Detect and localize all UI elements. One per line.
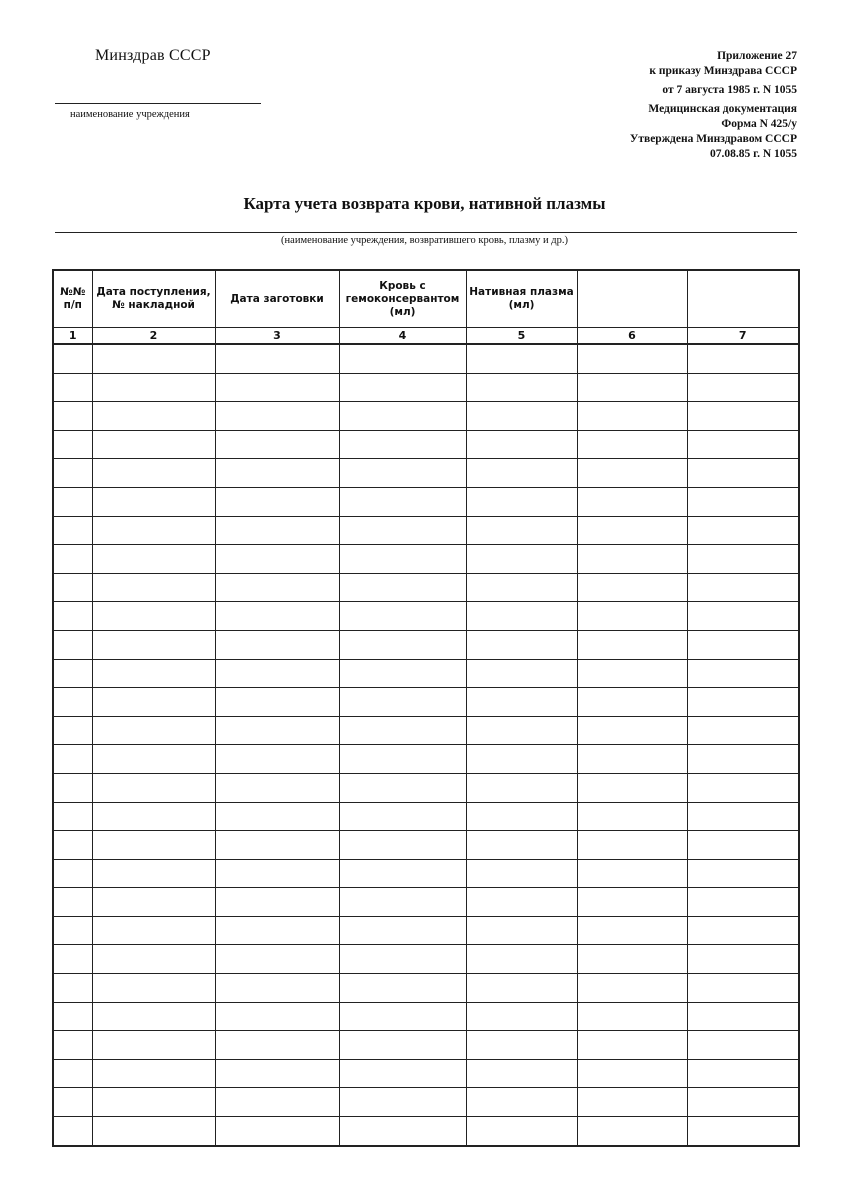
table-cell: [687, 1088, 799, 1117]
table-cell: [577, 602, 687, 631]
table-cell: [53, 1031, 92, 1060]
table-cell: [92, 1088, 215, 1117]
table-cell: [466, 1031, 577, 1060]
table-cell: [215, 945, 339, 974]
table-cell: [687, 974, 799, 1003]
column-header: Дата заготовки: [215, 270, 339, 328]
table-row: [53, 373, 799, 402]
table-cell: [577, 573, 687, 602]
table-cell: [466, 1117, 577, 1146]
table-row: [53, 688, 799, 717]
table-cell: [339, 344, 466, 373]
table-cell: [577, 516, 687, 545]
column-header: Дата поступления, № накладной: [92, 270, 215, 328]
table-cell: [466, 630, 577, 659]
table-row: [53, 659, 799, 688]
column-number: 1: [53, 328, 92, 345]
table-cell: [687, 430, 799, 459]
table-cell: [53, 1059, 92, 1088]
table-cell: [577, 916, 687, 945]
table-cell: [53, 659, 92, 688]
table-cell: [92, 516, 215, 545]
table-cell: [577, 1088, 687, 1117]
table-cell: [466, 1059, 577, 1088]
column-number: 4: [339, 328, 466, 345]
column-header: [577, 270, 687, 328]
table-cell: [215, 430, 339, 459]
table-cell: [215, 859, 339, 888]
table-cell: [53, 831, 92, 860]
table-cell: [687, 373, 799, 402]
column-number-row: [53, 328, 799, 345]
table-row: [53, 916, 799, 945]
table-row: [53, 430, 799, 459]
table-cell: [577, 545, 687, 574]
table-cell: [687, 573, 799, 602]
table-cell: [215, 402, 339, 431]
appendix-line: к приказу Минздрава СССР: [649, 65, 797, 77]
table-cell: [339, 516, 466, 545]
returning-institution-line: [55, 232, 797, 233]
table-cell: [215, 344, 339, 373]
table-cell: [53, 602, 92, 631]
table-cell: [687, 1002, 799, 1031]
table-cell: [687, 888, 799, 917]
appendix-block: [630, 49, 797, 162]
table-cell: [577, 1002, 687, 1031]
table-row: [53, 1059, 799, 1088]
table-cell: [466, 487, 577, 516]
table-cell: [53, 888, 92, 917]
table-cell: [339, 888, 466, 917]
table-cell: [92, 831, 215, 860]
table-cell: [215, 573, 339, 602]
doc-line: Утверждена Минздравом СССР: [629, 133, 797, 145]
table-cell: [466, 573, 577, 602]
table-cell: [466, 602, 577, 631]
table-cell: [466, 802, 577, 831]
table-cell: [466, 831, 577, 860]
table-row: [53, 831, 799, 860]
table-cell: [339, 487, 466, 516]
table-cell: [215, 630, 339, 659]
table-cell: [215, 659, 339, 688]
table-cell: [339, 945, 466, 974]
table-cell: [466, 402, 577, 431]
table-row: [53, 545, 799, 574]
table-cell: [215, 802, 339, 831]
table-cell: [53, 402, 92, 431]
table-cell: [577, 802, 687, 831]
table-row: [53, 487, 799, 516]
table-cell: [339, 831, 466, 860]
table-cell: [92, 630, 215, 659]
table-cell: [92, 659, 215, 688]
table-cell: [466, 916, 577, 945]
table-cell: [577, 945, 687, 974]
table-cell: [577, 831, 687, 860]
table-cell: [53, 1002, 92, 1031]
table-cell: [577, 1031, 687, 1060]
doc-line: Медицинская документация: [648, 103, 797, 115]
table-cell: [466, 716, 577, 745]
table-cell: [92, 1117, 215, 1146]
table-cell: [339, 916, 466, 945]
table-cell: [215, 1117, 339, 1146]
table-cell: [687, 487, 799, 516]
table-cell: [92, 945, 215, 974]
table-cell: [687, 1117, 799, 1146]
table-cell: [687, 630, 799, 659]
table-cell: [577, 716, 687, 745]
table-cell: [92, 916, 215, 945]
table-row: [53, 1088, 799, 1117]
ministry-name: Минздрав СССР: [95, 47, 211, 64]
table-cell: [687, 545, 799, 574]
table-row: [53, 1117, 799, 1146]
table-row: [53, 888, 799, 917]
table-cell: [215, 1059, 339, 1088]
table-row: [53, 344, 799, 373]
table-cell: [339, 573, 466, 602]
table-cell: [466, 945, 577, 974]
table-cell: [92, 573, 215, 602]
column-header: №№ п/п: [53, 270, 92, 328]
table-cell: [339, 630, 466, 659]
table-row: [53, 630, 799, 659]
table-cell: [339, 402, 466, 431]
table-cell: [92, 745, 215, 774]
table-cell: [215, 545, 339, 574]
table-cell: [339, 974, 466, 1003]
table-cell: [215, 1031, 339, 1060]
table-cell: [53, 573, 92, 602]
table-row: [53, 1031, 799, 1060]
table-cell: [92, 974, 215, 1003]
table-cell: [92, 487, 215, 516]
table-cell: [339, 459, 466, 488]
table-cell: [339, 773, 466, 802]
table-cell: [466, 545, 577, 574]
table-cell: [466, 974, 577, 1003]
table-cell: [466, 888, 577, 917]
table-cell: [339, 688, 466, 717]
table-cell: [92, 344, 215, 373]
column-header: Кровь с гемоконсервантом (мл): [339, 270, 466, 328]
table-cell: [577, 487, 687, 516]
table-cell: [92, 402, 215, 431]
table-cell: [466, 745, 577, 774]
appendix-line: от 7 августа 1985 г. N 1055: [662, 84, 797, 96]
table-cell: [339, 1117, 466, 1146]
institution-name-caption: наименование учреждения: [70, 109, 190, 120]
table-cell: [577, 344, 687, 373]
column-header: Нативная плазма (мл): [466, 270, 577, 328]
table-row: [53, 945, 799, 974]
table-cell: [466, 659, 577, 688]
table-row: [53, 745, 799, 774]
table-cell: [687, 1031, 799, 1060]
table-cell: [53, 344, 92, 373]
table-cell: [339, 602, 466, 631]
table-cell: [215, 373, 339, 402]
table-cell: [92, 459, 215, 488]
table-cell: [215, 974, 339, 1003]
table-cell: [577, 773, 687, 802]
table-cell: [339, 1002, 466, 1031]
table-cell: [577, 402, 687, 431]
table-cell: [577, 688, 687, 717]
table-cell: [466, 859, 577, 888]
table-cell: [687, 1059, 799, 1088]
table-row: [53, 402, 799, 431]
table-cell: [687, 745, 799, 774]
table-cell: [339, 1031, 466, 1060]
table-row: [53, 716, 799, 745]
table-cell: [577, 974, 687, 1003]
table-cell: [687, 459, 799, 488]
table-cell: [53, 459, 92, 488]
column-number: 5: [466, 328, 577, 345]
table-cell: [577, 659, 687, 688]
table-cell: [215, 602, 339, 631]
table-cell: [53, 745, 92, 774]
table-cell: [687, 916, 799, 945]
table-row: [53, 859, 799, 888]
table-cell: [92, 688, 215, 717]
table-row: [53, 573, 799, 602]
column-number: 2: [92, 328, 215, 345]
table-cell: [215, 745, 339, 774]
table-cell: [577, 459, 687, 488]
table-cell: [215, 459, 339, 488]
table-cell: [687, 773, 799, 802]
table-cell: [339, 859, 466, 888]
table-cell: [577, 630, 687, 659]
table-cell: [339, 1059, 466, 1088]
record-table: [52, 269, 800, 1147]
table-cell: [577, 373, 687, 402]
table-cell: [215, 688, 339, 717]
table-cell: [53, 802, 92, 831]
table-cell: [687, 344, 799, 373]
table-cell: [53, 974, 92, 1003]
table-cell: [687, 659, 799, 688]
table-cell: [577, 1059, 687, 1088]
table-cell: [577, 859, 687, 888]
table-cell: [466, 1002, 577, 1031]
table-cell: [53, 430, 92, 459]
table-cell: [215, 831, 339, 860]
table-cell: [92, 430, 215, 459]
table-cell: [466, 1088, 577, 1117]
table-row: [53, 516, 799, 545]
table-cell: [92, 859, 215, 888]
table-cell: [53, 916, 92, 945]
table-cell: [215, 916, 339, 945]
institution-name-line: [55, 103, 261, 104]
table-cell: [92, 773, 215, 802]
table-cell: [215, 1088, 339, 1117]
appendix-line: Приложение 27: [717, 50, 797, 62]
table-cell: [577, 430, 687, 459]
column-header: [687, 270, 799, 328]
table-cell: [92, 373, 215, 402]
table-row: [53, 802, 799, 831]
table-cell: [466, 516, 577, 545]
column-number: 7: [687, 328, 799, 345]
table-cell: [577, 888, 687, 917]
column-number: 3: [215, 328, 339, 345]
doc-line: 07.08.85 г. N 1055: [710, 148, 797, 160]
table-cell: [687, 945, 799, 974]
table-cell: [53, 688, 92, 717]
table-cell: [92, 545, 215, 574]
table-cell: [687, 516, 799, 545]
table-cell: [339, 1088, 466, 1117]
table-cell: [215, 516, 339, 545]
table-cell: [339, 802, 466, 831]
table-cell: [339, 430, 466, 459]
table-cell: [92, 888, 215, 917]
returning-institution-caption: (наименование учреждения, возвратившего кровь, плазму и др.): [281, 235, 568, 246]
table-cell: [339, 545, 466, 574]
table-cell: [53, 1117, 92, 1146]
table-cell: [53, 545, 92, 574]
table-cell: [215, 773, 339, 802]
table-cell: [339, 373, 466, 402]
table-cell: [687, 688, 799, 717]
table-cell: [215, 487, 339, 516]
table-cell: [577, 1117, 687, 1146]
table-cell: [339, 745, 466, 774]
table-cell: [466, 344, 577, 373]
table-cell: [687, 602, 799, 631]
table-cell: [687, 831, 799, 860]
table-cell: [687, 802, 799, 831]
table-cell: [92, 716, 215, 745]
table-cell: [466, 430, 577, 459]
table-header-row: [53, 270, 799, 328]
table-row: [53, 459, 799, 488]
table-cell: [53, 516, 92, 545]
table-cell: [92, 802, 215, 831]
table-cell: [466, 459, 577, 488]
table-row: [53, 602, 799, 631]
table-cell: [687, 716, 799, 745]
table-cell: [53, 1088, 92, 1117]
table-cell: [466, 773, 577, 802]
table-cell: [92, 602, 215, 631]
table-cell: [215, 716, 339, 745]
doc-line: Форма N 425/у: [721, 118, 797, 130]
table-cell: [339, 716, 466, 745]
table-body: [53, 344, 799, 1146]
table-cell: [339, 659, 466, 688]
table-cell: [466, 373, 577, 402]
table-cell: [92, 1002, 215, 1031]
table-cell: [92, 1059, 215, 1088]
table-cell: [687, 402, 799, 431]
table-row: [53, 773, 799, 802]
table-cell: [53, 945, 92, 974]
table-row: [53, 974, 799, 1003]
table-cell: [92, 1031, 215, 1060]
table-cell: [53, 859, 92, 888]
table-cell: [215, 888, 339, 917]
table-cell: [53, 630, 92, 659]
table-cell: [53, 373, 92, 402]
page-title: Карта учета возврата крови, нативной плазмы: [243, 194, 606, 213]
column-number: 6: [577, 328, 687, 345]
table-cell: [53, 487, 92, 516]
table-cell: [53, 716, 92, 745]
table-cell: [215, 1002, 339, 1031]
table-cell: [53, 773, 92, 802]
table-row: [53, 1002, 799, 1031]
table-cell: [466, 688, 577, 717]
table-cell: [687, 859, 799, 888]
table-cell: [577, 745, 687, 774]
